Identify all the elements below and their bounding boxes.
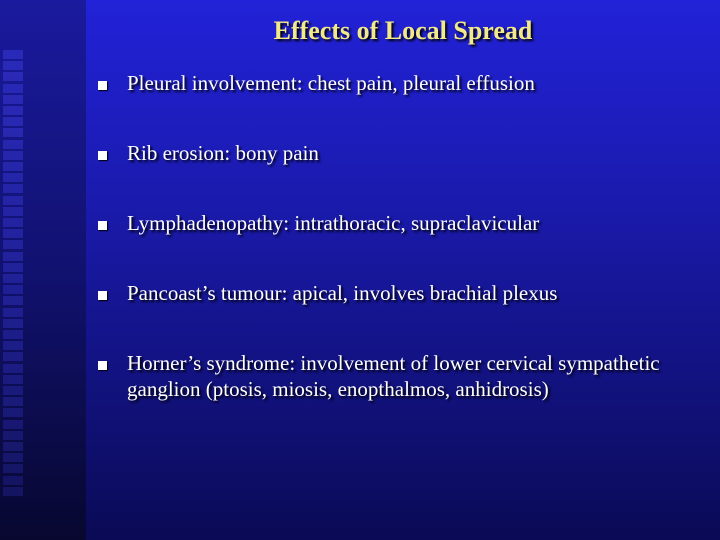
decorative-square (3, 420, 13, 429)
decorative-square (13, 84, 23, 93)
bullet-item (98, 280, 698, 306)
decorative-square (3, 408, 13, 417)
decorative-square (3, 95, 13, 104)
decorative-square (3, 218, 13, 227)
decorative-square (13, 375, 23, 384)
decorative-square (3, 117, 13, 126)
decorative-square (13, 207, 23, 216)
decorative-square (13, 453, 23, 462)
decorative-square (13, 296, 23, 305)
decorative-square (3, 487, 13, 496)
decorative-square (13, 352, 23, 361)
decorative-square (13, 330, 23, 339)
decorative-square (13, 285, 23, 294)
bullet-text: Rib erosion: bony pain (127, 141, 319, 165)
decorative-square (3, 184, 13, 193)
decorative-square (13, 431, 23, 440)
bullet-text: Lymphadenopathy: intrathoracic, supraclavicular (127, 211, 540, 235)
decorative-square (13, 106, 23, 115)
decorative-square (13, 364, 23, 373)
decorative-square (3, 173, 13, 182)
decorative-square (13, 95, 23, 104)
square-bullet-icon (98, 151, 107, 160)
slide-title: Effects of Local Spread (273, 16, 533, 45)
left-decorative-band (0, 0, 86, 540)
decorative-square (3, 464, 13, 473)
square-bullet-icon (98, 221, 107, 230)
decorative-square (13, 487, 23, 496)
decorative-square (13, 128, 23, 137)
decorative-square (13, 162, 23, 171)
decorative-square (3, 252, 13, 261)
decorative-square (3, 84, 13, 93)
decorative-square (13, 173, 23, 182)
decorative-square (13, 386, 23, 395)
decorative-square (3, 151, 13, 160)
decorative-square (3, 431, 13, 440)
decorative-square (3, 476, 13, 485)
decorative-square (3, 106, 13, 115)
bullet-text: Pancoast’s tumour: apical, involves brachial plexus (127, 281, 558, 305)
decorative-square (13, 464, 23, 473)
decorative-square (3, 61, 13, 70)
decorative-square (13, 408, 23, 417)
decorative-square (3, 240, 13, 249)
square-bullet-icon (98, 81, 107, 90)
decorative-square (3, 453, 13, 462)
decorative-square (13, 140, 23, 149)
decorative-square (3, 319, 13, 328)
bullet-list (98, 70, 698, 446)
decorative-square (3, 207, 13, 216)
decorative-square (13, 274, 23, 283)
decorative-square (13, 252, 23, 261)
decorative-square (3, 50, 13, 59)
decorative-square (13, 229, 23, 238)
decorative-square (13, 319, 23, 328)
decorative-square (13, 397, 23, 406)
decorative-square (3, 352, 13, 361)
decorative-square (3, 386, 13, 395)
square-bullet-icon (98, 361, 107, 370)
decorative-square (13, 308, 23, 317)
decorative-square (3, 128, 13, 137)
bullet-item (98, 70, 698, 96)
decorative-square (3, 308, 13, 317)
bullet-item (98, 210, 698, 236)
bullet-text: Pleural involvement: chest pain, pleural effusion (127, 71, 535, 95)
decorative-square (13, 184, 23, 193)
decorative-square (3, 296, 13, 305)
decorative-square (13, 341, 23, 350)
bullet-item (98, 350, 698, 402)
decorative-square (13, 240, 23, 249)
decorative-square (13, 218, 23, 227)
decorative-square (13, 263, 23, 272)
decorative-square (13, 196, 23, 205)
decorative-square (3, 140, 13, 149)
decorative-square (3, 364, 13, 373)
decorative-square (13, 442, 23, 451)
decorative-square (3, 229, 13, 238)
decorative-square (3, 162, 13, 171)
square-bullet-icon (98, 291, 107, 300)
decorative-square (3, 285, 13, 294)
bullet-text: Horner’s syndrome: involvement of lower cervical sympathetic ganglion (ptosis, miosis, enopthalmos, anhidrosis) (127, 351, 660, 401)
decorative-square-column (3, 50, 23, 500)
decorative-square (3, 72, 13, 81)
decorative-square (3, 375, 13, 384)
decorative-square (3, 397, 13, 406)
decorative-square (13, 117, 23, 126)
decorative-square (13, 50, 23, 59)
decorative-square (3, 263, 13, 272)
decorative-square (13, 61, 23, 70)
decorative-square (3, 442, 13, 451)
decorative-square (13, 476, 23, 485)
decorative-square (3, 274, 13, 283)
bullet-item (98, 140, 698, 166)
decorative-square (13, 151, 23, 160)
decorative-square (3, 341, 13, 350)
decorative-square (3, 196, 13, 205)
decorative-square (13, 72, 23, 81)
decorative-square (13, 420, 23, 429)
decorative-square (3, 330, 13, 339)
